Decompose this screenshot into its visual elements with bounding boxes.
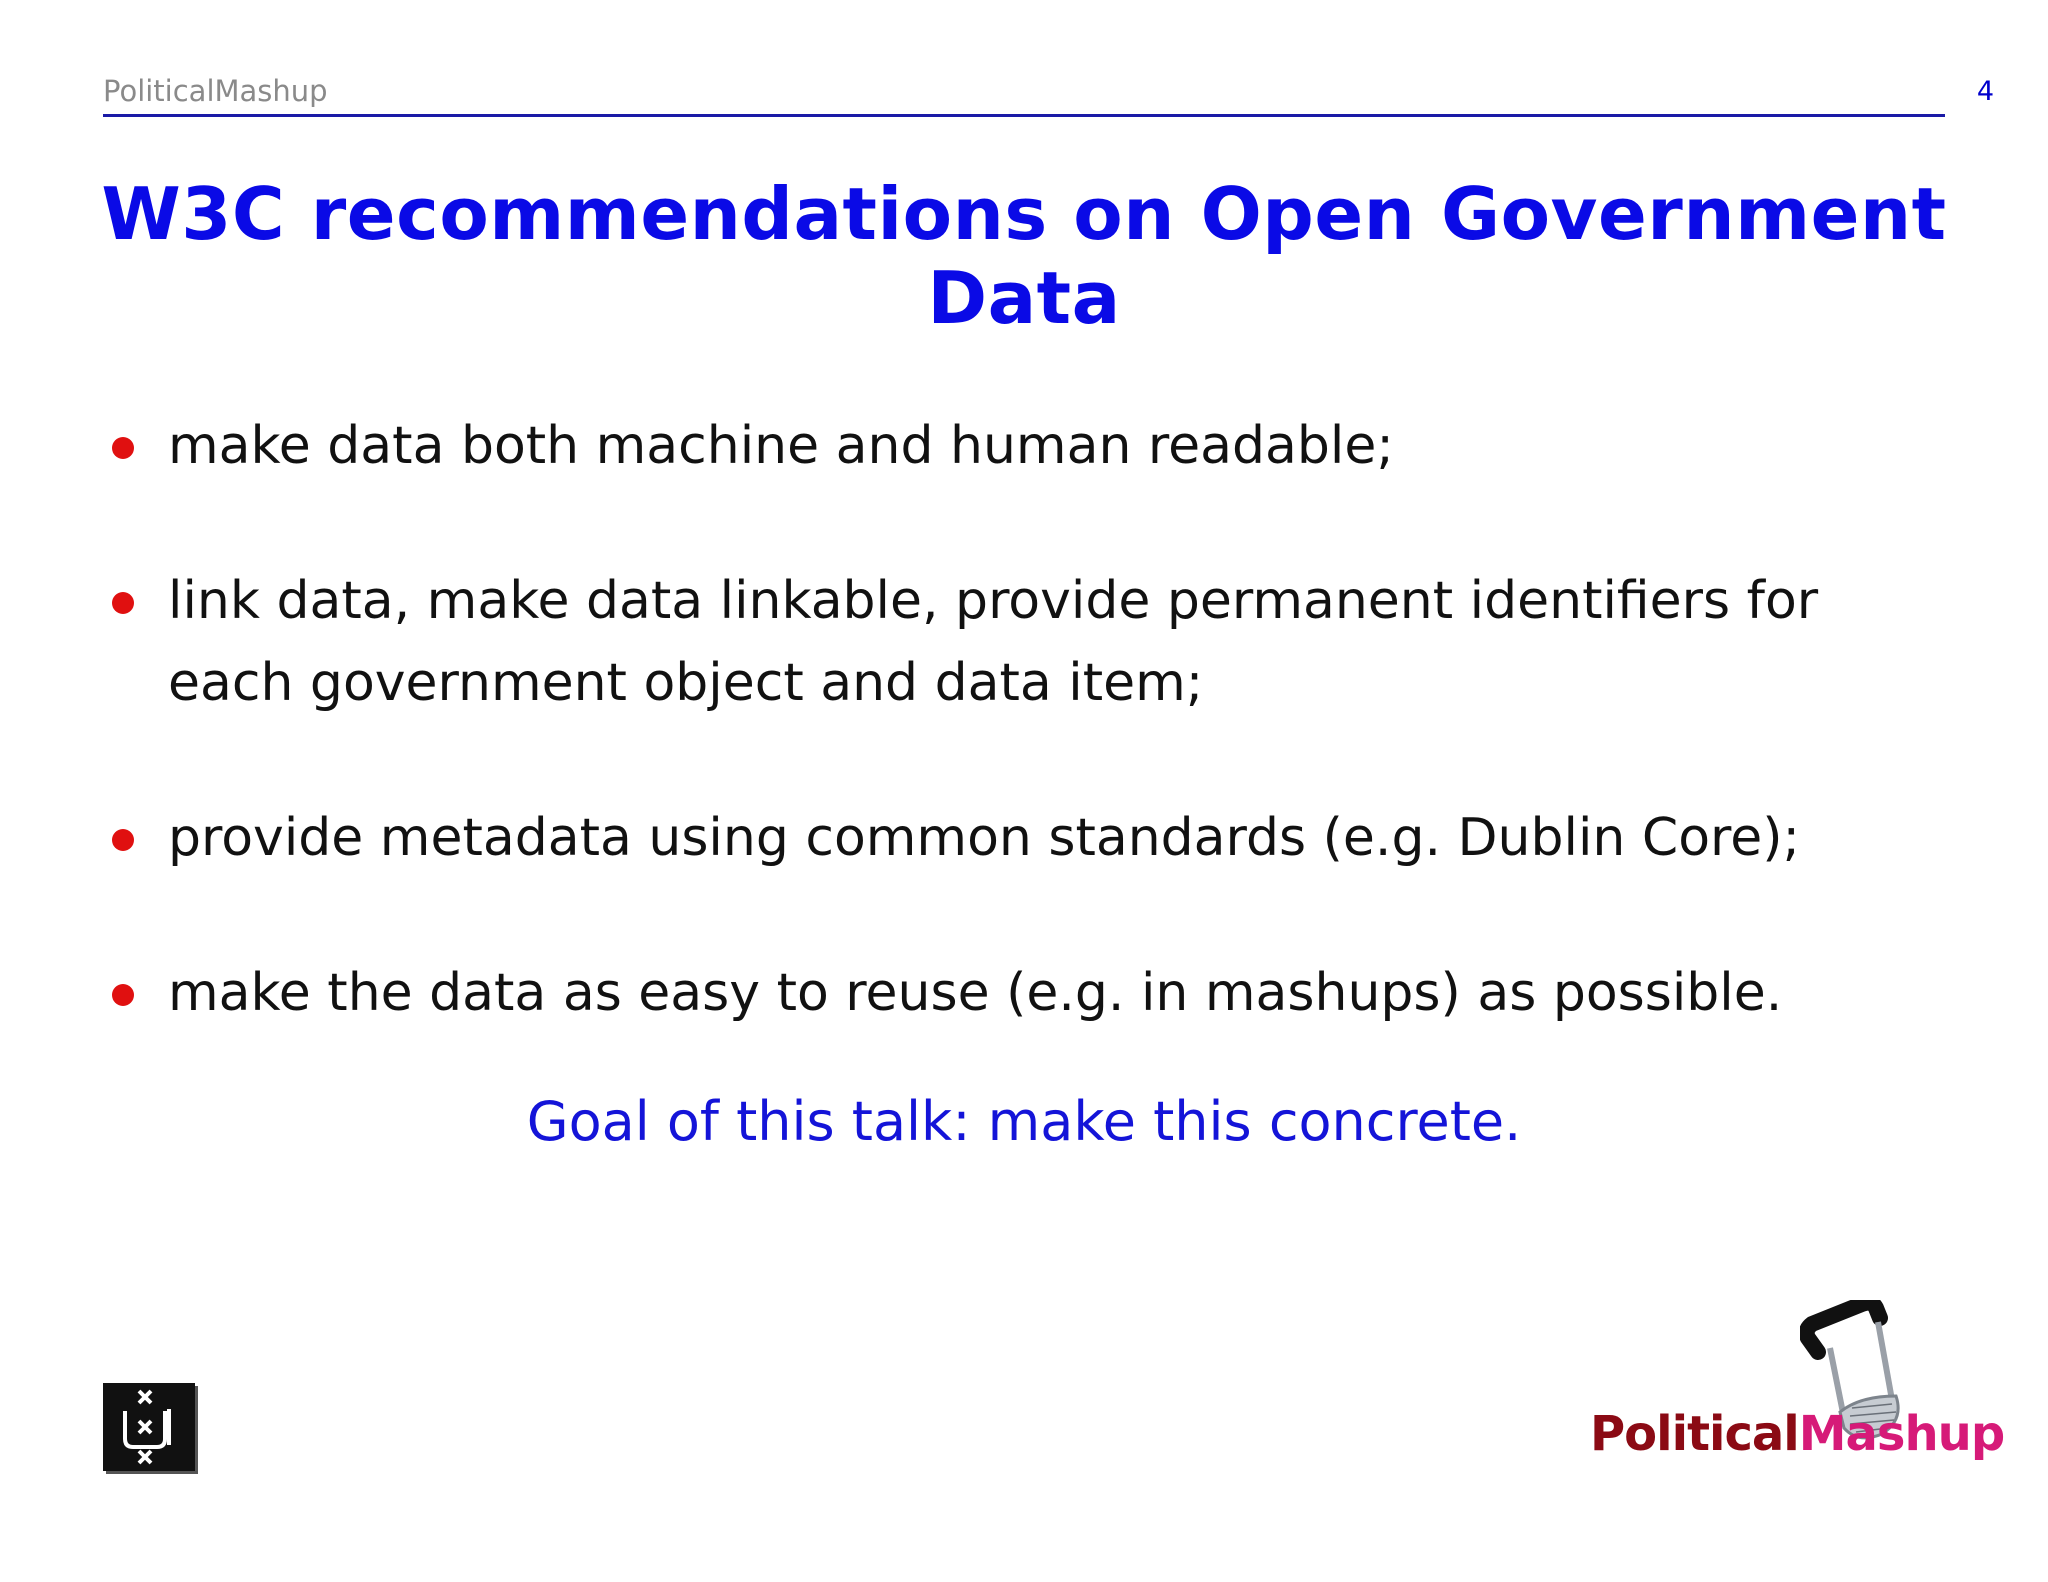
bullet-dot-icon	[112, 437, 134, 459]
wordmark-political: Political	[1590, 1406, 1799, 1462]
politicalmashup-logo	[1590, 1300, 2005, 1480]
politicalmashup-wordmark	[1590, 1406, 2004, 1462]
bullet-text: provide metadata using common standards (e.g. Dublin Core);	[168, 808, 1801, 868]
page-number: 4	[1976, 76, 1994, 107]
bullet-item	[112, 405, 1872, 487]
bullet-item	[112, 560, 1872, 724]
university-crest-icon	[103, 1383, 195, 1471]
header-divider	[103, 114, 1945, 117]
bullet-dot-icon	[112, 829, 134, 851]
bullet-dot-icon	[112, 984, 134, 1006]
bullet-item	[112, 952, 1872, 1034]
slide-title: W3C recommendations on Open Government Data	[101, 172, 1947, 340]
wordmark-mashup: Mashup	[1798, 1406, 2005, 1462]
bullet-text: link data, make data linkable, provide permanent identifiers for each government object and data item;	[168, 571, 1819, 713]
header-section-label: PoliticalMashup	[103, 74, 328, 108]
bullet-dot-icon	[112, 592, 134, 614]
goal-statement: Goal of this talk: make this concrete.	[526, 1090, 1522, 1153]
bullet-item	[112, 797, 1872, 879]
bullet-text: make the data as easy to reuse (e.g. in mashups) as possible.	[168, 963, 1783, 1023]
bullet-list	[112, 405, 1872, 1107]
bullet-text: make data both machine and human readable;	[168, 416, 1394, 476]
